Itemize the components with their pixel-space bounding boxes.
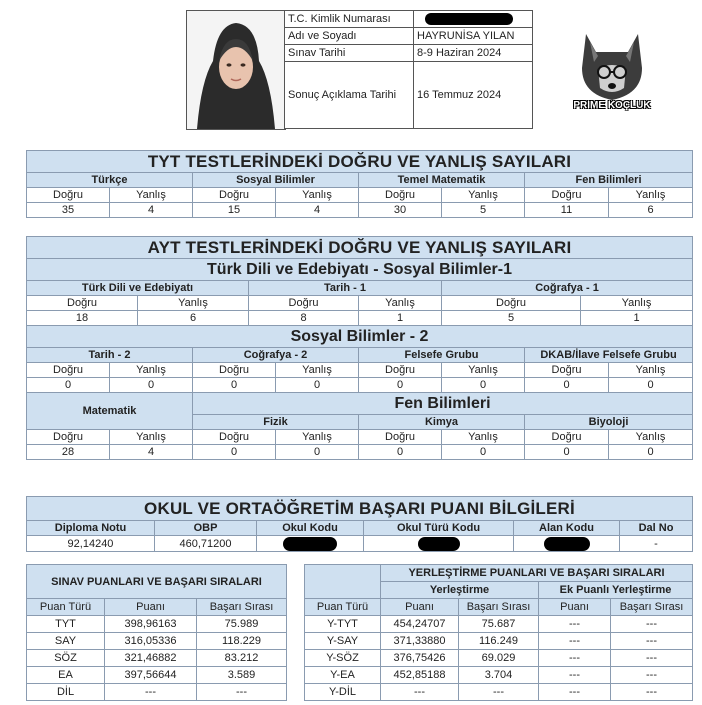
- yer-row-rank: 75.687: [459, 616, 539, 633]
- ayt-sec3-value: 0: [442, 445, 525, 460]
- ayt-sec3-value: 0: [193, 445, 276, 460]
- yer-row-ek-rank: ---: [611, 650, 693, 667]
- yer-header-ek-puani: Puanı: [539, 599, 611, 616]
- okul-header-okul-kodu: Okul Kodu: [257, 521, 364, 536]
- person-photo-icon: [187, 11, 285, 129]
- sinav-row-score: 398,96163: [105, 616, 197, 633]
- yer-header-basari: Başarı Sırası: [459, 599, 539, 616]
- alan-kodu-value: [514, 536, 620, 552]
- ayt-sec3-value: 0: [609, 445, 693, 460]
- label-yanlis: Yanlış: [442, 363, 525, 378]
- okul-header-alan-kodu: Alan Kodu: [514, 521, 620, 536]
- student-photo: [186, 10, 286, 130]
- label-yanlis: Yanlış: [110, 188, 193, 203]
- yer-row-score: 376,75426: [381, 650, 459, 667]
- id-label-tc: T.C. Kimlik Numarası: [285, 11, 414, 28]
- ayt-subject-dkab: DKAB/İlave Felsefe Grubu: [525, 348, 693, 363]
- ayt-sec1-value: 8: [249, 311, 359, 326]
- label-dogru: Doğru: [249, 296, 359, 311]
- tyt-value: 35: [27, 203, 110, 218]
- yerlestirme-title: YERLEŞTİRME PUANLARI VE BAŞARI SIRALARI: [381, 565, 693, 582]
- okul-obp-value: 460,71200: [155, 536, 257, 552]
- ayt-subject-edebiyat: Türk Dili ve Edebiyatı: [27, 281, 249, 296]
- id-value-result-date: 16 Temmuz 2024: [414, 62, 533, 129]
- label-dogru: Doğru: [193, 430, 276, 445]
- id-value-name: HAYRUNİSA YILAN: [414, 28, 533, 45]
- ayt-subject-matematik: Matematik: [27, 393, 193, 430]
- ayt-sec2-value: 0: [276, 378, 359, 393]
- label-dogru: Doğru: [193, 363, 276, 378]
- yer-row-score: 452,85188: [381, 667, 459, 684]
- yer-header-ek-basari: Başarı Sırası: [611, 599, 693, 616]
- ayt-sec1-value: 1: [359, 311, 442, 326]
- label-dogru: Doğru: [525, 430, 609, 445]
- label-dogru: Doğru: [27, 430, 110, 445]
- sinav-row-type: EA: [27, 667, 105, 684]
- tyt-subject-matematik: Temel Matematik: [359, 173, 525, 188]
- yer-row-ek-rank: ---: [611, 684, 693, 701]
- label-dogru: Doğru: [27, 296, 138, 311]
- ayt-section1-title: Türk Dili ve Edebiyatı - Sosyal Bilimler-1: [27, 259, 693, 281]
- ayt-sec3-value: 0: [525, 445, 609, 460]
- id-label-name: Adı ve Soyadı: [285, 28, 414, 45]
- yer-row-score: ---: [381, 684, 459, 701]
- tyt-value: 30: [359, 203, 442, 218]
- label-dogru: Doğru: [525, 188, 609, 203]
- ayt-table: [26, 236, 693, 460]
- ayt-subject-tarih2: Tarih - 2: [27, 348, 193, 363]
- sinav-row-score: 316,05336: [105, 633, 197, 650]
- okul-header-obp: OBP: [155, 521, 257, 536]
- ayt-subject-tarih1: Tarih - 1: [249, 281, 442, 296]
- ayt-sec2-value: 0: [609, 378, 693, 393]
- ayt-sec1-value: 6: [138, 311, 249, 326]
- sinav-row-rank: 118.229: [197, 633, 287, 650]
- ayt-sec2-value: 0: [27, 378, 110, 393]
- ayt-sec2-value: 0: [193, 378, 276, 393]
- okul-kodu-value: [257, 536, 364, 552]
- yer-row-ek-rank: ---: [611, 633, 693, 650]
- yer-row-ek-score: ---: [539, 684, 611, 701]
- label-dogru: Doğru: [193, 188, 276, 203]
- ayt-sec3-value: 0: [276, 445, 359, 460]
- sinav-row-score: 321,46882: [105, 650, 197, 667]
- okul-header-diploma: Diploma Notu: [27, 521, 155, 536]
- ayt-title: AYT TESTLERİNDEKİ DOĞRU VE YANLIŞ SAYILARI: [27, 237, 693, 259]
- label-yanlis: Yanlış: [138, 296, 249, 311]
- id-value-exam-date: 8-9 Haziran 2024: [414, 45, 533, 62]
- sinav-row-type: SÖZ: [27, 650, 105, 667]
- ayt-subject-cografya1: Coğrafya - 1: [442, 281, 693, 296]
- tyt-subject-sosyal: Sosyal Bilimler: [193, 173, 359, 188]
- ayt-subject-biyoloji: Biyoloji: [525, 415, 693, 430]
- label-yanlis: Yanlış: [276, 363, 359, 378]
- yer-row-rank: 3.704: [459, 667, 539, 684]
- tyt-value: 5: [442, 203, 525, 218]
- id-value-tc: [414, 11, 533, 28]
- label-dogru: Doğru: [359, 188, 442, 203]
- label-dogru: Doğru: [359, 430, 442, 445]
- sinav-row-type: DİL: [27, 684, 105, 701]
- yerlestirme-group1: Yerleştirme: [381, 582, 539, 599]
- ayt-subject-felsefe: Felsefe Grubu: [359, 348, 525, 363]
- ayt-sec3-value: 0: [359, 445, 442, 460]
- sinav-header-puan-turu: Puan Türü: [27, 599, 105, 616]
- ayt-sec2-value: 0: [359, 378, 442, 393]
- ayt-sec1-value: 1: [581, 311, 693, 326]
- sinav-row-rank: ---: [197, 684, 287, 701]
- yer-row-score: 454,24707: [381, 616, 459, 633]
- sinav-row-rank: 3.589: [197, 667, 287, 684]
- label-dogru: Doğru: [27, 363, 110, 378]
- yer-row-type: Y-DİL: [305, 684, 381, 701]
- tyt-title: TYT TESTLERİNDEKİ DOĞRU VE YANLIŞ SAYILARI: [27, 151, 693, 173]
- sinav-row-type: SAY: [27, 633, 105, 650]
- prime-kocluk-logo: [568, 28, 656, 118]
- ayt-sec2-value: 0: [442, 378, 525, 393]
- redacted-tc: [425, 13, 513, 25]
- redacted-alan-kodu: [544, 537, 590, 551]
- tyt-value: 4: [276, 203, 359, 218]
- sinav-header-puani: Puanı: [105, 599, 197, 616]
- yer-row-type: Y-EA: [305, 667, 381, 684]
- yer-row-rank: ---: [459, 684, 539, 701]
- yer-row-ek-rank: ---: [611, 667, 693, 684]
- okul-header-dal-no: Dal No: [620, 521, 693, 536]
- label-dogru: Doğru: [359, 363, 442, 378]
- yer-row-rank: 69.029: [459, 650, 539, 667]
- label-yanlis: Yanlış: [609, 363, 693, 378]
- label-yanlis: Yanlış: [442, 430, 525, 445]
- tyt-value: 15: [193, 203, 276, 218]
- sinav-row-score: ---: [105, 684, 197, 701]
- yer-row-ek-score: ---: [539, 667, 611, 684]
- yerlestirme-corner: [305, 565, 381, 599]
- logo-text: PRIME KOÇLUK: [573, 100, 651, 111]
- ayt-sec1-value: 18: [27, 311, 138, 326]
- okul-table: [26, 496, 693, 552]
- dal-no-value: -: [620, 536, 693, 552]
- yer-row-ek-score: ---: [539, 650, 611, 667]
- yer-row-type: Y-SAY: [305, 633, 381, 650]
- yerlestirme-group2: Ek Puanlı Yerleştirme: [539, 582, 693, 599]
- label-yanlis: Yanlış: [276, 188, 359, 203]
- ayt-fen-title: Fen Bilimleri: [193, 393, 693, 415]
- tyt-subject-turkce: Türkçe: [27, 173, 193, 188]
- yer-row-ek-score: ---: [539, 633, 611, 650]
- ayt-sec3-value: 28: [27, 445, 110, 460]
- label-yanlis: Yanlış: [110, 430, 193, 445]
- sinav-header-basari: Başarı Sırası: [197, 599, 287, 616]
- ayt-subject-kimya: Kimya: [359, 415, 525, 430]
- tyt-table: [26, 150, 693, 218]
- label-yanlis: Yanlış: [609, 188, 693, 203]
- id-label-result-date: Sonuç Açıklama Tarihi: [285, 62, 414, 129]
- yer-row-rank: 116.249: [459, 633, 539, 650]
- label-dogru: Doğru: [27, 188, 110, 203]
- tyt-value: 6: [609, 203, 693, 218]
- id-info-table: [284, 10, 533, 129]
- yerlestirme-table: [304, 564, 693, 701]
- yer-row-type: Y-SÖZ: [305, 650, 381, 667]
- label-yanlis: Yanlış: [581, 296, 693, 311]
- ayt-subject-cografya2: Coğrafya - 2: [193, 348, 359, 363]
- tyt-value: 11: [525, 203, 609, 218]
- label-dogru: Doğru: [525, 363, 609, 378]
- redacted-okul-turu: [418, 537, 460, 551]
- ayt-sec2-value: 0: [525, 378, 609, 393]
- yer-row-type: Y-TYT: [305, 616, 381, 633]
- ayt-section2-title: Sosyal Bilimler - 2: [27, 326, 693, 348]
- label-yanlis: Yanlış: [609, 430, 693, 445]
- ayt-subject-fizik: Fizik: [193, 415, 359, 430]
- okul-header-okul-turu: Okul Türü Kodu: [364, 521, 514, 536]
- ayt-sec1-value: 5: [442, 311, 581, 326]
- yer-row-ek-score: ---: [539, 616, 611, 633]
- tyt-value: 4: [110, 203, 193, 218]
- sinav-row-rank: 83.212: [197, 650, 287, 667]
- okul-turu-value: [364, 536, 514, 552]
- id-label-exam-date: Sınav Tarihi: [285, 45, 414, 62]
- yer-row-score: 371,33880: [381, 633, 459, 650]
- sinav-row-score: 397,56644: [105, 667, 197, 684]
- label-yanlis: Yanlış: [110, 363, 193, 378]
- label-yanlis: Yanlış: [442, 188, 525, 203]
- okul-diploma-value: 92,14240: [27, 536, 155, 552]
- sinav-row-type: TYT: [27, 616, 105, 633]
- redacted-okul-kodu: [283, 537, 337, 551]
- sinav-puanlari-table: [26, 564, 287, 701]
- label-dogru: Doğru: [442, 296, 581, 311]
- sinav-row-rank: 75.989: [197, 616, 287, 633]
- yer-header-puani: Puanı: [381, 599, 459, 616]
- yer-header-puan-turu: Puan Türü: [305, 599, 381, 616]
- label-yanlis: Yanlış: [359, 296, 442, 311]
- sinav-title: SINAV PUANLARI VE BAŞARI SIRALARI: [27, 565, 287, 599]
- ayt-sec2-value: 0: [110, 378, 193, 393]
- yer-row-ek-rank: ---: [611, 616, 693, 633]
- label-yanlis: Yanlış: [276, 430, 359, 445]
- tyt-subject-fen: Fen Bilimleri: [525, 173, 693, 188]
- ayt-sec3-value: 4: [110, 445, 193, 460]
- okul-title: OKUL VE ORTAÖĞRETİM BAŞARI PUANI BİLGİLERİ: [27, 497, 693, 521]
